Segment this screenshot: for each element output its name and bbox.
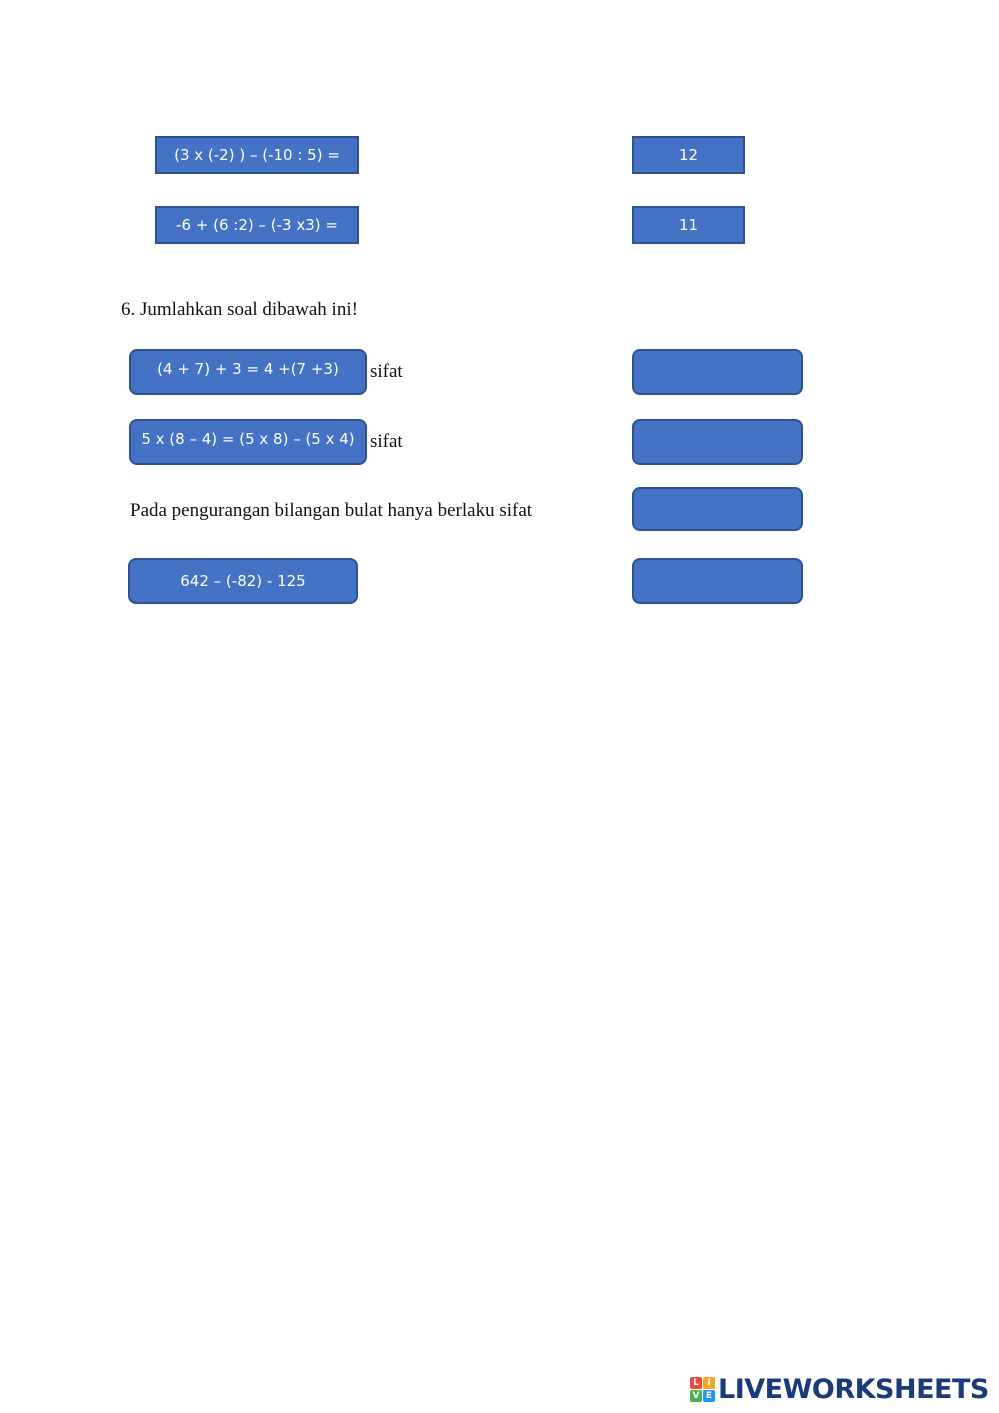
question-box-a: (3 x (-2) ) – (-10 : 5) = xyxy=(155,136,359,174)
logo-letter-i: I xyxy=(703,1377,715,1389)
logo-icon xyxy=(690,1377,715,1402)
liveworksheets-logo xyxy=(690,1374,989,1405)
answer-input-1[interactable] xyxy=(632,349,803,395)
logo-wordmark: LIVEWORKSHEETS xyxy=(718,1374,989,1405)
sifat-label-2: sifat xyxy=(370,431,403,452)
logo-letter-e: E xyxy=(703,1390,715,1402)
answer-input-2[interactable] xyxy=(632,419,803,465)
section-6-heading: 6. Jumlahkan soal dibawah ini! xyxy=(121,299,358,320)
answer-input-3[interactable] xyxy=(632,487,803,531)
expression-box-4: 642 – (-82) - 125 xyxy=(128,558,358,604)
answer-box-a[interactable]: 12 xyxy=(632,136,745,174)
answer-box-b[interactable]: 11 xyxy=(632,206,745,244)
expression-box-1: (4 + 7) + 3 = 4 +(7 +3) xyxy=(129,349,367,395)
answer-input-4[interactable] xyxy=(632,558,803,604)
question-box-b: -6 + (6 :2) – (-3 x3) = xyxy=(155,206,359,244)
expression-box-2: 5 x (8 – 4) = (5 x 8) – (5 x 4) xyxy=(129,419,367,465)
logo-letter-l: L xyxy=(690,1377,702,1389)
subtraction-property-sentence: Pada pengurangan bilangan bulat hanya berlaku sifat xyxy=(130,500,533,521)
logo-letter-v: V xyxy=(690,1390,702,1402)
sifat-label-1: sifat xyxy=(370,361,403,382)
